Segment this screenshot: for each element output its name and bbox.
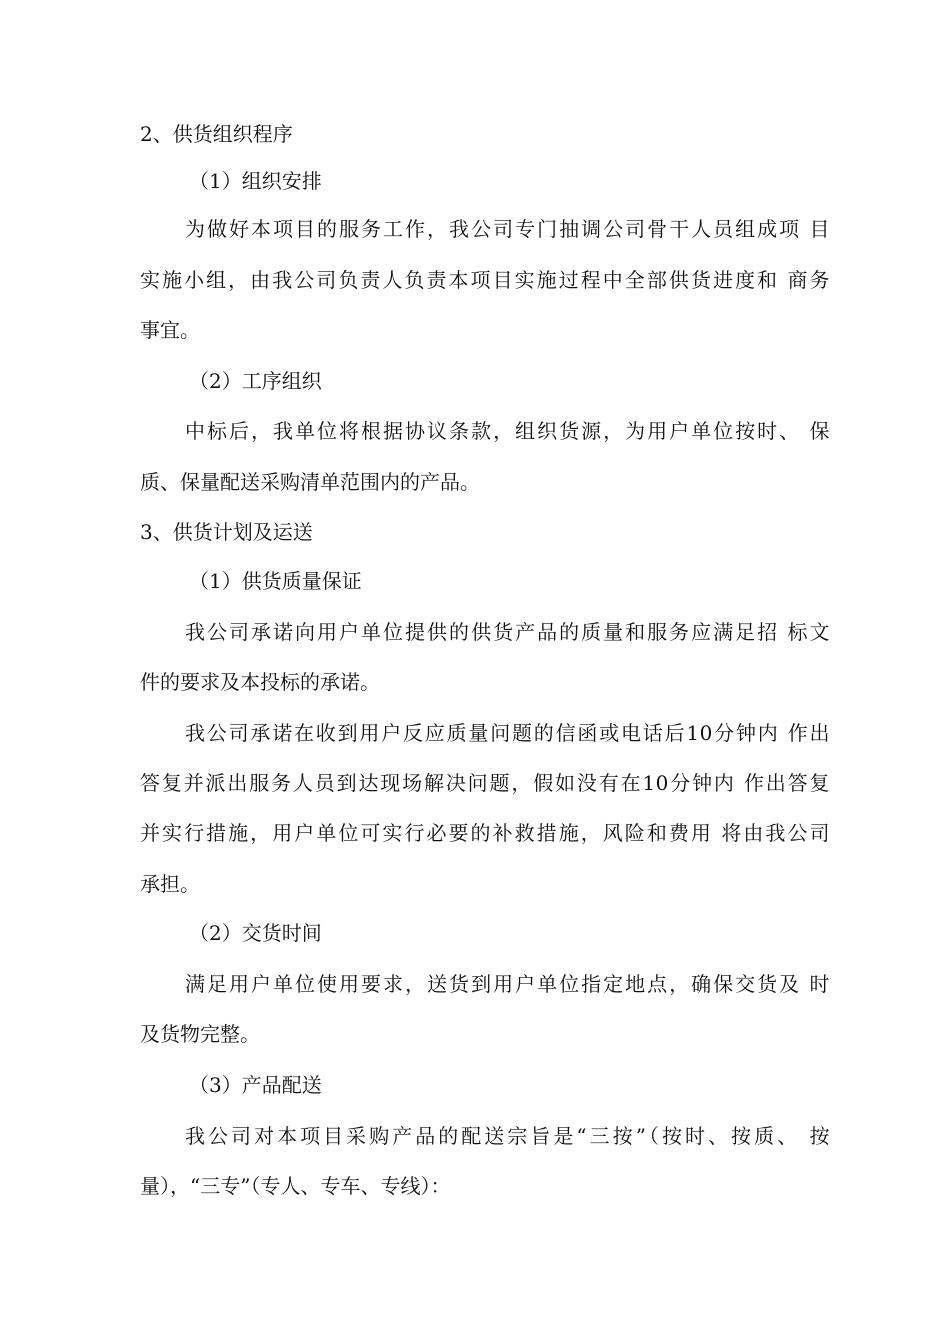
paragraph-line: 满足用户单位使用要求，送货到用户单位指定地点，确保交货及 时 [185,972,830,996]
paragraph-line: 我公司承诺在收到用户反应质量问题的信函或电话后10分钟内 作出 [185,721,830,745]
section-heading-supply-procedure: 2、供货组织程序 [140,122,293,146]
paragraph-line: 承担。 [140,872,200,896]
subheading-product-delivery: （3）产品配送 [189,1073,322,1097]
subheading-process-organization: （2）工序组织 [189,369,322,393]
paragraph-line: 并实行措施，用户单位可实行必要的补救措施，风险和费用 将由我公司 [140,821,830,845]
paragraph-line: 事宜。 [140,318,200,342]
section-heading-supply-plan: 3、供货计划及运送 [140,520,313,544]
paragraph-line: 答复并派出服务人员到达现场解决问题，假如没有在10分钟内 作出答复 [140,771,830,795]
paragraph-line: 量），“三专”（专人、专车、专线）： [140,1174,451,1198]
subheading-delivery-time: （2）交货时间 [189,921,322,945]
paragraph-line: 实施小组，由我公司负责人负责本项目实施过程中全部供货进度和 商务 [140,268,830,292]
paragraph-line: 为做好本项目的服务工作，我公司专门抽调公司骨干人员组成项 目 [185,217,830,241]
paragraph-line: 及货物完整。 [140,1022,260,1046]
paragraph-line: 中标后，我单位将根据协议条款，组织货源，为用户单位按时、 保 [185,419,830,443]
subheading-organization: （1）组织安排 [189,169,322,193]
subheading-quality-assurance: （1）供货质量保证 [189,569,362,593]
paragraph-line: 质、保量配送采购清单范围内的产品。 [140,470,480,494]
paragraph-line: 我公司承诺向用户单位提供的供货产品的质量和服务应满足招 标文 [185,620,830,644]
paragraph-line: 我公司对本项目采购产品的配送宗旨是“三按”（按时、按质、 按 [185,1124,830,1148]
paragraph-line: 件的要求及本投标的承诺。 [140,670,380,694]
